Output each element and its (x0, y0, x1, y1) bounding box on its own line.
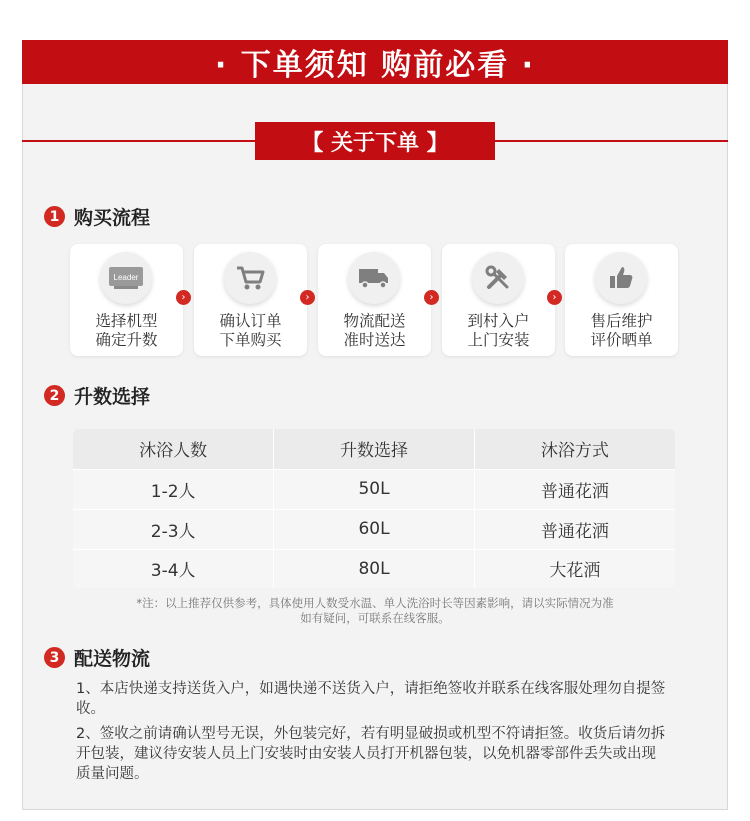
chevron-right-icon: › (424, 290, 439, 305)
step-heading-label: 升数选择 (74, 386, 151, 408)
table-cell: 3-4人 (72, 549, 274, 589)
flow-card-text: 选择机型 确定升数 (95, 312, 158, 349)
table-header-cell: 沐浴人数 (72, 428, 274, 469)
delivery-note-1: 1、本店快递支持送货入户，如遇快递不送货入户，请拒绝签收并联系在线客服处理勿自提签收。 (76, 681, 666, 717)
step-heading-purchase-flow (44, 203, 150, 230)
table-row (72, 469, 676, 509)
step-heading-label: 配送物流 (74, 648, 151, 670)
step-heading-label: 购买流程 (74, 207, 151, 229)
leader-logo-icon (100, 252, 152, 304)
delivery-note-2: 2、签收之前请确认型号无误，外包装完好，若有明显破损或机型不符请拒签。收货后请勿拆开包装，建议待安装人员上门安装时由安装人员打开机器包装，以免机器零部件丢失或出现质量问题。 (76, 726, 666, 782)
thumbs-up-icon (595, 252, 647, 304)
chevron-right-icon: › (176, 290, 191, 305)
section-title: 【 关于下单 】 (255, 122, 495, 160)
flow-card-select-model (70, 244, 183, 356)
table-row (72, 549, 676, 589)
delivery-truck-icon (348, 252, 400, 304)
step-number-badge: 2 (44, 385, 65, 406)
table-header-cell: 升数选择 (274, 428, 474, 469)
page-banner: · 下单须知 购前必看 · (22, 40, 728, 84)
table-cell: 普通花洒 (474, 509, 676, 549)
table-cell: 1-2人 (72, 469, 274, 509)
table-cell: 80L (274, 549, 474, 589)
table-cell: 60L (274, 509, 474, 549)
flow-card-confirm-order (194, 244, 307, 356)
flow-card-text: 物流配送 准时送达 (343, 312, 406, 349)
flow-card-text: 售后维护 评价晒单 (590, 312, 653, 349)
flow-card-installation (442, 244, 555, 356)
table-cell: 普通花洒 (474, 469, 676, 509)
table-row (72, 509, 676, 549)
step-heading-delivery (44, 644, 150, 671)
step-heading-capacity (44, 382, 150, 409)
tools-icon (472, 252, 524, 304)
chevron-right-icon: › (547, 290, 562, 305)
shopping-cart-icon (224, 252, 276, 304)
table-header-row (72, 428, 676, 469)
flow-card-delivery (318, 244, 431, 356)
step-number-badge: 3 (44, 647, 65, 668)
table-footnote: *注：以上推荐仅供参考，具体使用人数受水温、单人洗浴时长等因素影响，请以实际情况为准 如有疑问，可联系在线客服。 (136, 596, 614, 625)
flow-card-after-sales (565, 244, 678, 356)
step-number-badge: 1 (44, 206, 65, 227)
flow-card-text: 到村入户 上门安装 (467, 312, 530, 349)
table-cell: 大花洒 (474, 549, 676, 589)
table-cell: 50L (274, 469, 474, 509)
table-cell: 2-3人 (72, 509, 274, 549)
chevron-right-icon: › (300, 290, 315, 305)
flow-card-text: 确认订单 下单购买 (219, 312, 282, 349)
table-header-cell: 沐浴方式 (474, 428, 676, 469)
svg-text:Leader: Leader (113, 273, 139, 282)
capacity-table (71, 427, 677, 590)
